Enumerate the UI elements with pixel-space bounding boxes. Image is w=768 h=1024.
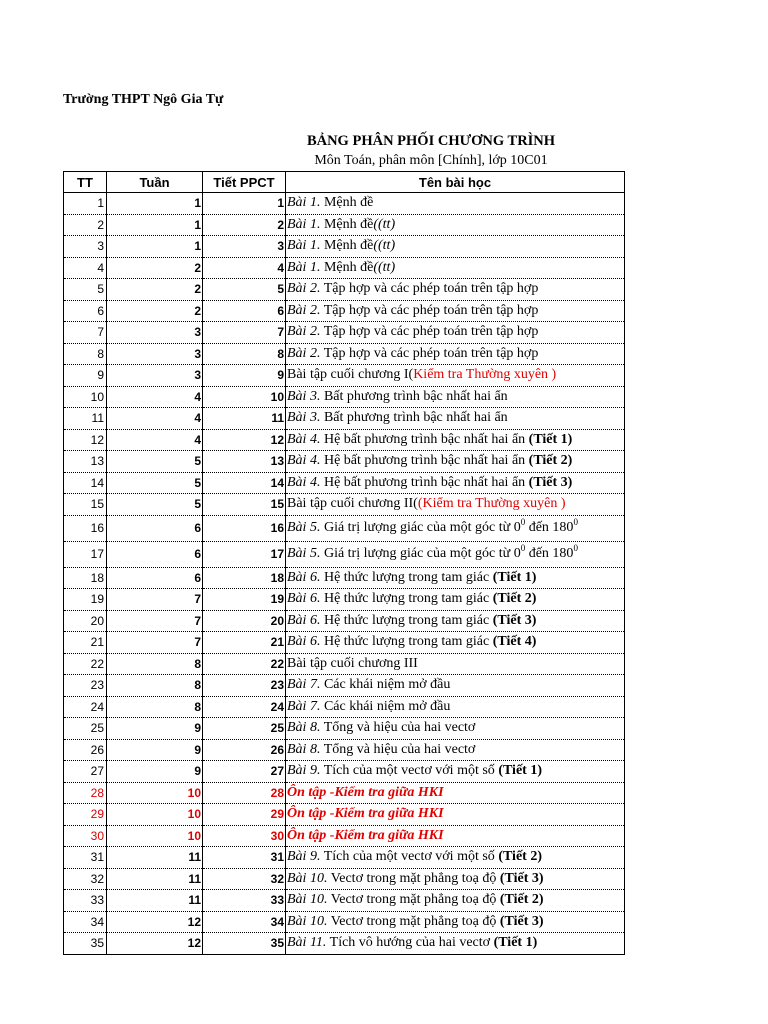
table-row xyxy=(64,782,625,804)
cell-lesson-name xyxy=(286,739,625,761)
cell-lesson-name xyxy=(286,408,625,430)
cell-ppct: 8 xyxy=(203,343,286,365)
lesson-text-segment: (Tiết 2) xyxy=(492,591,537,607)
cell-tt: 7 xyxy=(64,322,107,344)
cell-tt: 4 xyxy=(64,257,107,279)
lesson-text-segment: Bài 6. xyxy=(287,634,321,650)
table-row xyxy=(64,761,625,783)
table-row xyxy=(64,718,625,740)
cell-lesson-name xyxy=(286,804,625,826)
cell-ppct: 34 xyxy=(203,911,286,933)
cell-tt: 21 xyxy=(64,632,107,654)
cell-tt: 12 xyxy=(64,429,107,451)
table-row xyxy=(64,868,625,890)
cell-week: 4 xyxy=(107,429,203,451)
table-row xyxy=(64,236,625,258)
cell-lesson-name xyxy=(286,696,625,718)
lesson-text-segment: Bất phương trình bậc nhất hai ẩn xyxy=(320,388,508,404)
table-header-row xyxy=(64,172,625,193)
document-subtitle: Môn Toán, phân môn [Chính], lớp 10C01 xyxy=(314,153,548,168)
lesson-text-segment: Bất phương trình bậc nhất hai ẩn xyxy=(320,410,508,426)
cell-ppct: 20 xyxy=(203,610,286,632)
cell-week: 9 xyxy=(107,718,203,740)
table-row xyxy=(64,589,625,611)
cell-week: 2 xyxy=(107,257,203,279)
cell-week: 1 xyxy=(107,236,203,258)
table-row xyxy=(64,214,625,236)
lesson-text-segment: Ôn tập -Kiểm tra giữa HKI xyxy=(287,806,444,822)
cell-lesson-name xyxy=(286,386,625,408)
lesson-text-segment: Bài 5. xyxy=(287,520,321,535)
cell-lesson-name xyxy=(286,300,625,322)
lesson-text-segment: Bài 2. xyxy=(287,324,321,340)
cell-tt: 31 xyxy=(64,847,107,869)
lesson-text-segment: Bài 10. xyxy=(287,892,328,908)
table-row xyxy=(64,494,625,516)
cell-tt: 22 xyxy=(64,653,107,675)
cell-ppct: 18 xyxy=(203,567,286,589)
cell-lesson-name xyxy=(286,214,625,236)
cell-lesson-name xyxy=(286,567,625,589)
cell-tt: 8 xyxy=(64,343,107,365)
table-row xyxy=(64,343,625,365)
lesson-text-segment: Bài 2. xyxy=(287,302,321,318)
cell-lesson-name xyxy=(286,890,625,912)
cell-lesson-name xyxy=(286,472,625,494)
lesson-text-segment: (Tiết 2) xyxy=(498,849,542,865)
table-row xyxy=(64,804,625,826)
cell-week: 9 xyxy=(107,739,203,761)
lesson-text-segment: (Tiết 3) xyxy=(499,870,544,886)
lesson-text-segment: Mệnh đề xyxy=(320,195,374,211)
table-row xyxy=(64,193,625,215)
cell-week: 5 xyxy=(107,472,203,494)
table-row xyxy=(64,739,625,761)
cell-tt: 32 xyxy=(64,868,107,890)
lesson-text-segment: Bài 2. xyxy=(287,281,321,297)
cell-lesson-name xyxy=(286,451,625,473)
lesson-text-segment: Tích vô hướng của hai vectơ xyxy=(326,935,494,951)
lesson-text-segment: Tổng và hiệu của hai vectơ xyxy=(320,720,476,736)
cell-week: 1 xyxy=(107,193,203,215)
cell-ppct: 27 xyxy=(203,761,286,783)
lesson-text-segment: Bài 11. xyxy=(287,935,327,951)
cell-ppct: 14 xyxy=(203,472,286,494)
cell-lesson-name xyxy=(286,632,625,654)
cell-week: 12 xyxy=(107,911,203,933)
cell-tt: 30 xyxy=(64,825,107,847)
cell-tt: 10 xyxy=(64,386,107,408)
table-row xyxy=(64,632,625,654)
lesson-text-segment: Các khái niệm mở đầu xyxy=(320,677,451,693)
cell-week: 11 xyxy=(107,868,203,890)
cell-lesson-name xyxy=(286,933,625,955)
cell-ppct: 29 xyxy=(203,804,286,826)
table-row xyxy=(64,386,625,408)
lesson-text-segment: (Tiết 1) xyxy=(498,763,542,779)
lesson-text-segment: (Kiểm tra Thường xuyên ) xyxy=(417,496,566,512)
lesson-text-segment: (Tiết 1) xyxy=(493,935,538,951)
lesson-text-segment: Các khái niệm mở đầu xyxy=(320,698,451,714)
column-header-tt: TT xyxy=(64,172,107,193)
table-row xyxy=(64,451,625,473)
lesson-text-segment: Tập hợp và các phép toán trên tập hợp xyxy=(320,324,539,340)
cell-ppct: 1 xyxy=(203,193,286,215)
cell-ppct: 28 xyxy=(203,782,286,804)
cell-ppct: 26 xyxy=(203,739,286,761)
lesson-text-segment: Bài 1. xyxy=(287,216,321,232)
cell-lesson-name xyxy=(286,343,625,365)
cell-ppct: 17 xyxy=(203,541,286,567)
cell-ppct: 33 xyxy=(203,890,286,912)
table-row xyxy=(64,515,625,541)
lesson-text-segment: Hệ bất phương trình bậc nhất hai ẩn xyxy=(320,474,529,490)
table-row xyxy=(64,257,625,279)
cell-tt: 28 xyxy=(64,782,107,804)
cell-tt: 27 xyxy=(64,761,107,783)
lesson-text-segment: ((tt) xyxy=(373,238,396,254)
lesson-text-segment: (Tiết 3) xyxy=(492,612,537,628)
cell-ppct: 31 xyxy=(203,847,286,869)
cell-tt: 1 xyxy=(64,193,107,215)
lesson-text-segment: Ôn tập -Kiểm tra giữa HKI xyxy=(287,784,444,800)
cell-lesson-name xyxy=(286,675,625,697)
lesson-text-segment: Tổng và hiệu của hai vectơ xyxy=(320,741,476,757)
lesson-text-segment: Bài 6. xyxy=(287,591,321,607)
cell-tt: 24 xyxy=(64,696,107,718)
lesson-text-segment: Bài 7. xyxy=(287,698,321,714)
cell-ppct: 12 xyxy=(203,429,286,451)
lesson-text-segment: Tích của một vectơ với một số xyxy=(320,849,499,865)
lesson-plan-table xyxy=(63,171,625,955)
table-row xyxy=(64,847,625,869)
table-row xyxy=(64,365,625,387)
lesson-text-segment: Bài 6. xyxy=(287,612,321,628)
lesson-text-segment: đến 180 xyxy=(525,546,574,561)
table-row xyxy=(64,933,625,955)
cell-tt: 17 xyxy=(64,541,107,567)
cell-ppct: 6 xyxy=(203,300,286,322)
cell-week: 8 xyxy=(107,653,203,675)
lesson-text-segment: Mệnh đề xyxy=(320,216,374,232)
lesson-text-segment: Hệ thức lượng trong tam giác xyxy=(320,569,493,585)
cell-week: 7 xyxy=(107,632,203,654)
cell-tt: 16 xyxy=(64,515,107,541)
lesson-text-segment: Vectơ trong mặt phẳng toạ độ xyxy=(327,913,500,929)
lesson-text-segment: Bài 6. xyxy=(287,569,321,585)
lesson-text-segment: Bài 8. xyxy=(287,741,321,757)
lesson-text-segment: Bài 10. xyxy=(287,913,328,929)
cell-week: 11 xyxy=(107,847,203,869)
cell-ppct: 32 xyxy=(203,868,286,890)
lesson-text-segment: Ôn tập -Kiểm tra giữa HKI xyxy=(287,827,444,843)
document-title: BẢNG PHÂN PHỐI CHƯƠNG TRÌNH xyxy=(306,133,556,149)
cell-week: 7 xyxy=(107,589,203,611)
table-body xyxy=(64,193,625,955)
cell-week: 2 xyxy=(107,279,203,301)
cell-tt: 25 xyxy=(64,718,107,740)
cell-week: 11 xyxy=(107,890,203,912)
cell-lesson-name xyxy=(286,193,625,215)
lesson-text-segment: Tích của một vectơ với một số xyxy=(320,763,499,779)
table-row xyxy=(64,567,625,589)
cell-lesson-name xyxy=(286,653,625,675)
cell-tt: 9 xyxy=(64,365,107,387)
table-row xyxy=(64,322,625,344)
cell-tt: 20 xyxy=(64,610,107,632)
cell-lesson-name xyxy=(286,365,625,387)
lesson-text-segment: Bài 3. xyxy=(287,410,321,426)
cell-week: 6 xyxy=(107,515,203,541)
cell-tt: 18 xyxy=(64,567,107,589)
cell-week: 3 xyxy=(107,365,203,387)
column-header-lesson: Tên bài học xyxy=(286,172,625,193)
cell-lesson-name xyxy=(286,868,625,890)
cell-ppct: 13 xyxy=(203,451,286,473)
lesson-text-segment: (Tiết 3) xyxy=(499,913,544,929)
lesson-text-segment: Bài tập cuối chương II( xyxy=(287,496,418,512)
cell-week: 7 xyxy=(107,610,203,632)
lesson-text-segment: Tập hợp và các phép toán trên tập hợp xyxy=(320,345,539,361)
lesson-text-segment: (Tiết 2) xyxy=(528,453,573,469)
cell-ppct: 5 xyxy=(203,279,286,301)
cell-ppct: 4 xyxy=(203,257,286,279)
lesson-text-segment: Mệnh đề xyxy=(320,238,374,254)
cell-tt: 19 xyxy=(64,589,107,611)
lesson-text-segment: (Tiết 1) xyxy=(528,431,573,447)
cell-ppct: 24 xyxy=(203,696,286,718)
cell-lesson-name xyxy=(286,279,625,301)
table-row xyxy=(64,408,625,430)
lesson-text-segment: Tập hợp và các phép toán trên tập hợp xyxy=(320,302,539,318)
lesson-text-segment: Bài 10. xyxy=(287,870,328,886)
lesson-text-segment: Bài 4. xyxy=(287,453,321,469)
cell-tt: 14 xyxy=(64,472,107,494)
cell-ppct: 3 xyxy=(203,236,286,258)
cell-ppct: 2 xyxy=(203,214,286,236)
cell-tt: 2 xyxy=(64,214,107,236)
cell-lesson-name xyxy=(286,718,625,740)
cell-lesson-name xyxy=(286,610,625,632)
column-header-ppct: Tiết PPCT xyxy=(203,172,286,193)
cell-week: 2 xyxy=(107,300,203,322)
lesson-text-segment: Bài 1. xyxy=(287,195,321,211)
lesson-text-segment: (Tiết 4) xyxy=(492,634,537,650)
lesson-text-segment: Hệ bất phương trình bậc nhất hai ẩn xyxy=(320,453,529,469)
cell-week: 6 xyxy=(107,567,203,589)
table-row xyxy=(64,279,625,301)
cell-week: 1 xyxy=(107,214,203,236)
table-row xyxy=(64,911,625,933)
lesson-text-segment: Bài tập cuối chương I( xyxy=(287,367,414,383)
cell-ppct: 19 xyxy=(203,589,286,611)
cell-lesson-name xyxy=(286,236,625,258)
cell-ppct: 21 xyxy=(203,632,286,654)
cell-tt: 34 xyxy=(64,911,107,933)
cell-ppct: 9 xyxy=(203,365,286,387)
lesson-text-segment: Bài 4. xyxy=(287,431,321,447)
lesson-text-segment: Mệnh đề xyxy=(320,259,374,275)
cell-tt: 26 xyxy=(64,739,107,761)
cell-lesson-name xyxy=(286,541,625,567)
lesson-text-segment: Bài 7. xyxy=(287,677,321,693)
cell-tt: 5 xyxy=(64,279,107,301)
table-row xyxy=(64,300,625,322)
lesson-text-segment: Bài 1. xyxy=(287,238,321,254)
cell-week: 5 xyxy=(107,451,203,473)
lesson-text-segment: Hệ thức lượng trong tam giác xyxy=(320,591,493,607)
table-row xyxy=(64,696,625,718)
lesson-text-segment: 0 xyxy=(520,543,526,553)
cell-week: 4 xyxy=(107,386,203,408)
cell-ppct: 10 xyxy=(203,386,286,408)
lesson-text-segment: Tập hợp và các phép toán trên tập hợp xyxy=(320,281,539,297)
cell-week: 12 xyxy=(107,933,203,955)
lesson-text-segment: Bài 3. xyxy=(287,388,321,404)
cell-lesson-name xyxy=(286,847,625,869)
lesson-text-segment: Bài tập cuối chương III xyxy=(287,655,418,671)
cell-tt: 23 xyxy=(64,675,107,697)
column-header-week: Tuần xyxy=(107,172,203,193)
cell-week: 9 xyxy=(107,761,203,783)
cell-week: 10 xyxy=(107,782,203,804)
lesson-text-segment: 0 xyxy=(573,543,578,553)
cell-lesson-name xyxy=(286,494,625,516)
cell-week: 6 xyxy=(107,541,203,567)
cell-lesson-name xyxy=(286,589,625,611)
school-name: Trường THPT Ngô Gia Tự xyxy=(63,92,224,107)
lesson-text-segment: ((tt) xyxy=(373,259,396,275)
table-row xyxy=(64,610,625,632)
cell-ppct: 22 xyxy=(203,653,286,675)
table-row xyxy=(64,472,625,494)
cell-ppct: 11 xyxy=(203,408,286,430)
cell-ppct: 23 xyxy=(203,675,286,697)
lesson-text-segment: Kiểm tra Thường xuyên ) xyxy=(413,367,557,383)
cell-week: 10 xyxy=(107,825,203,847)
cell-lesson-name xyxy=(286,429,625,451)
cell-lesson-name xyxy=(286,911,625,933)
lesson-text-segment: Vectơ trong mặt phẳng toạ độ xyxy=(327,870,500,886)
cell-tt: 35 xyxy=(64,933,107,955)
cell-ppct: 25 xyxy=(203,718,286,740)
lesson-text-segment: (Tiết 2) xyxy=(499,892,544,908)
cell-tt: 33 xyxy=(64,890,107,912)
lesson-text-segment: đến 180 xyxy=(525,520,574,535)
cell-lesson-name xyxy=(286,825,625,847)
lesson-text-segment: 0 xyxy=(520,517,526,527)
cell-tt: 11 xyxy=(64,408,107,430)
table-row xyxy=(64,429,625,451)
lesson-text-segment: Hệ thức lượng trong tam giác xyxy=(320,634,493,650)
cell-week: 5 xyxy=(107,494,203,516)
cell-ppct: 7 xyxy=(203,322,286,344)
cell-ppct: 35 xyxy=(203,933,286,955)
cell-lesson-name xyxy=(286,515,625,541)
table-row xyxy=(64,675,625,697)
lesson-text-segment: Hệ bất phương trình bậc nhất hai ẩn xyxy=(320,431,529,447)
cell-tt: 15 xyxy=(64,494,107,516)
cell-ppct: 16 xyxy=(203,515,286,541)
lesson-text-segment: Bài 9. xyxy=(287,849,321,865)
table-row xyxy=(64,541,625,567)
cell-tt: 3 xyxy=(64,236,107,258)
lesson-text-segment: (Tiết 3) xyxy=(528,474,573,490)
table-row xyxy=(64,653,625,675)
cell-week: 4 xyxy=(107,408,203,430)
cell-lesson-name xyxy=(286,761,625,783)
lesson-text-segment: Bài 2. xyxy=(287,345,321,361)
lesson-text-segment: (Tiết 1) xyxy=(492,569,537,585)
lesson-text-segment: Hệ thức lượng trong tam giác xyxy=(320,612,493,628)
cell-week: 3 xyxy=(107,343,203,365)
cell-lesson-name xyxy=(286,322,625,344)
cell-lesson-name xyxy=(286,782,625,804)
lesson-text-segment: Giá trị lượng giác của một góc từ 0 xyxy=(320,520,521,535)
lesson-text-segment: 0 xyxy=(573,517,578,527)
table-row xyxy=(64,890,625,912)
table-row xyxy=(64,825,625,847)
lesson-text-segment: Bài 5. xyxy=(287,546,321,561)
cell-ppct: 30 xyxy=(203,825,286,847)
cell-tt: 6 xyxy=(64,300,107,322)
lesson-text-segment: Vectơ trong mặt phẳng toạ độ xyxy=(327,892,500,908)
lesson-text-segment: Bài 1. xyxy=(287,259,321,275)
lesson-text-segment: ((tt) xyxy=(373,216,396,232)
cell-ppct: 15 xyxy=(203,494,286,516)
lesson-text-segment: Bài 4. xyxy=(287,474,321,490)
cell-week: 8 xyxy=(107,696,203,718)
lesson-text-segment: Bài 9. xyxy=(287,763,321,779)
cell-week: 3 xyxy=(107,322,203,344)
lesson-text-segment: Giá trị lượng giác của một góc từ 0 xyxy=(320,546,521,561)
lesson-text-segment: Bài 8. xyxy=(287,720,321,736)
cell-tt: 29 xyxy=(64,804,107,826)
cell-week: 10 xyxy=(107,804,203,826)
cell-week: 8 xyxy=(107,675,203,697)
cell-tt: 13 xyxy=(64,451,107,473)
cell-lesson-name xyxy=(286,257,625,279)
